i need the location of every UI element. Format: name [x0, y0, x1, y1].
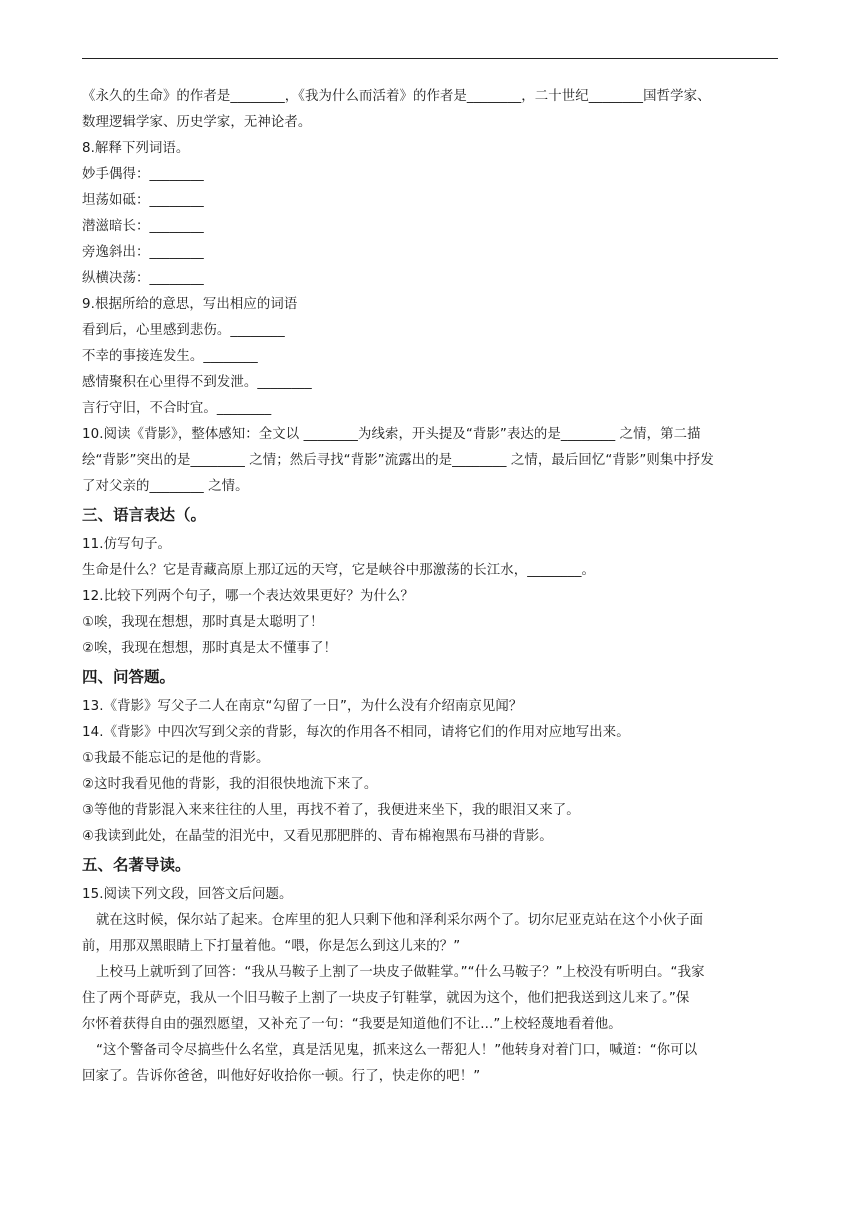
question-8-item: 纵横决荡：________: [82, 271, 204, 286]
question-10: 10.阅读《背影》，整体感知：全文以 ________为线索，开头提及“背影”表达的是________ 之情，第二描: [82, 427, 701, 442]
section-5-heading: 五、名著导读。: [82, 856, 191, 874]
question-11: 11.仿写句子。: [82, 537, 172, 552]
passage-line: “这个警备司令尽搞些什么名堂，真是活见鬼，抓来这么一帮犯人！”他转身对着门口，喊道：“你可以: [96, 1043, 698, 1058]
passage-line: 尔怀着获得自由的强烈愿望，又补充了一句：“我要是知道他们不让...”上校轻蔑地看着他。: [82, 1017, 622, 1032]
page-content: [82, 84, 782, 1090]
question-8: 8.解释下列词语。: [82, 141, 190, 156]
text-line: 《永久的生命》的作者是________，《我为什么而活着》的作者是________，二十世纪________国哲学家、: [82, 89, 711, 104]
question-12-option: ②唉，我现在想想，那时真是太不懂事了！: [82, 641, 337, 656]
question-14-item: ④我读到此处，在晶莹的泪光中，又看见那肥胖的、青布棉袍黑布马褂的背影。: [82, 829, 553, 844]
question-9-item: 看到后，心里感到悲伤。________: [82, 323, 285, 338]
question-14-item: ①我最不能忘记的是他的背影。: [82, 751, 270, 766]
question-12: 12.比较下列两个句子，哪一个表达效果更好？为什么？: [82, 589, 414, 604]
question-10-cont: 了对父亲的________ 之情。: [82, 479, 249, 494]
question-9-item: 言行守旧，不合时宜。________: [82, 401, 272, 416]
section-4-heading: 四、问答题。: [82, 668, 176, 686]
passage-line: 住了两个哥萨克，我从一个旧马鞍子上割了一块皮子钉鞋掌，就因为这个，他们把我送到这儿来了。”保: [82, 991, 690, 1006]
question-8-item: 潜滋暗长：________: [82, 219, 204, 234]
question-15: 15.阅读下列文段，回答文后问题。: [82, 887, 293, 902]
question-14: 14.《背影》中四次写到父亲的背影，每次的作用各不相同，请将它们的作用对应地写出来。: [82, 725, 630, 740]
question-10-cont: 绘“背影”突出的是________ 之情；然后寻找“背影”流露出的是________ 之情，最后回忆“背影”则集中抒发: [82, 453, 714, 468]
passage-line: 就在这时候，保尔站了起来。仓库里的犯人只剩下他和泽利采尔两个了。切尔尼亚克站在这个小伙子面: [96, 913, 704, 928]
header-rule: [82, 58, 778, 59]
question-8-item: 坦荡如砥：________: [82, 193, 204, 208]
passage-line: 回家了。告诉你爸爸，叫他好好收拾你一顿。行了，快走你的吧！”: [82, 1069, 481, 1084]
question-9: 9.根据所给的意思，写出相应的词语: [82, 297, 298, 312]
question-14-item: ②这时我看见他的背影，我的泪很快地流下来了。: [82, 777, 378, 792]
question-8-item: 旁逸斜出：________: [82, 245, 204, 260]
section-3-heading: 三、语言表达（。: [82, 506, 207, 524]
question-13: 13.《背影》写父子二人在南京“勾留了一日”，为什么没有介绍南京见闻？: [82, 699, 523, 714]
question-9-item: 不幸的事接连发生。________: [82, 349, 258, 364]
question-9-item: 感情聚积在心里得不到发泄。________: [82, 375, 312, 390]
question-14-item: ③等他的背影混入来来往往的人里，再找不着了，我便进来坐下，我的眼泪又来了。: [82, 803, 580, 818]
text-line: 数理逻辑学家、历史学家，无神论者。: [82, 115, 312, 130]
passage-line: 前，用那双黑眼睛上下打量着他。“喂，你是怎么到这儿来的？”: [82, 939, 461, 954]
passage-line: 上校马上就听到了回答：“我从马鞍子上割了一块皮子做鞋掌。”“什么马鞍子？”上校没有听明白。“我家: [96, 965, 705, 980]
question-8-item: 妙手偶得：________: [82, 167, 204, 182]
question-11-text: 生命是什么？它是青藏高原上那辽远的天穹，它是峡谷中那激荡的长江水，________。: [82, 563, 596, 578]
question-12-option: ①唉，我现在想想，那时真是太聪明了！: [82, 615, 324, 630]
